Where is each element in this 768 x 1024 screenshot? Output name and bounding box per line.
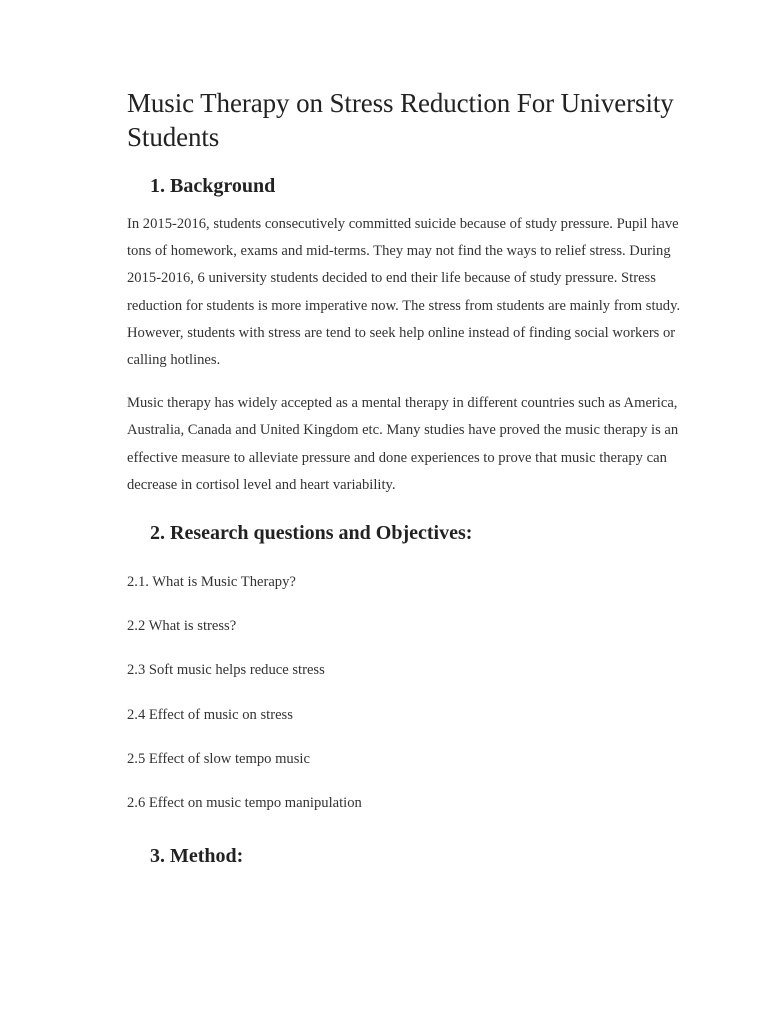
background-paragraph-1: In 2015-2016, students consecutively committed suicide because of study pressure. Pupil have tons of homework, exams and mid-terms. They may not find the ways to relief stress. During 2015-2016, 6 university students decided to end their life because of study pressure. Stress reduction for students is more imperative now. The stress from students are mainly from study. However, students with stress are tend to seek help online instead of finding social workers or calling hotlines. [127, 216, 681, 369]
list-item: 2.5 Effect of slow tempo music [127, 750, 310, 767]
objectives-list [127, 572, 687, 813]
list-item: 2.1. What is Music Therapy? [127, 574, 296, 591]
section-heading-background: 1. Background [150, 175, 276, 197]
document-page [127, 86, 687, 869]
list-item: 2.2 What is stress? [127, 618, 237, 635]
list-item: 2.6 Effect on music tempo manipulation [127, 794, 362, 811]
section-heading-method: 3. Method: [150, 844, 244, 867]
background-paragraph-2: Music therapy has widely accepted as a mental therapy in different countries such as America, Australia, Canada and United Kingdom etc. Many studies have proved the music therapy is an effective measure to alleviate pressure and done experiences to prove that music therapy can decrease in cortisol level and heart variability. [127, 395, 679, 493]
document-title: Music Therapy on Stress Reduction For University Students [127, 88, 674, 152]
list-item: 2.3 Soft music helps reduce stress [127, 662, 325, 679]
list-item: 2.4 Effect of music on stress [127, 706, 293, 723]
section-heading-research-questions: 2. Research questions and Objectives: [150, 522, 473, 545]
